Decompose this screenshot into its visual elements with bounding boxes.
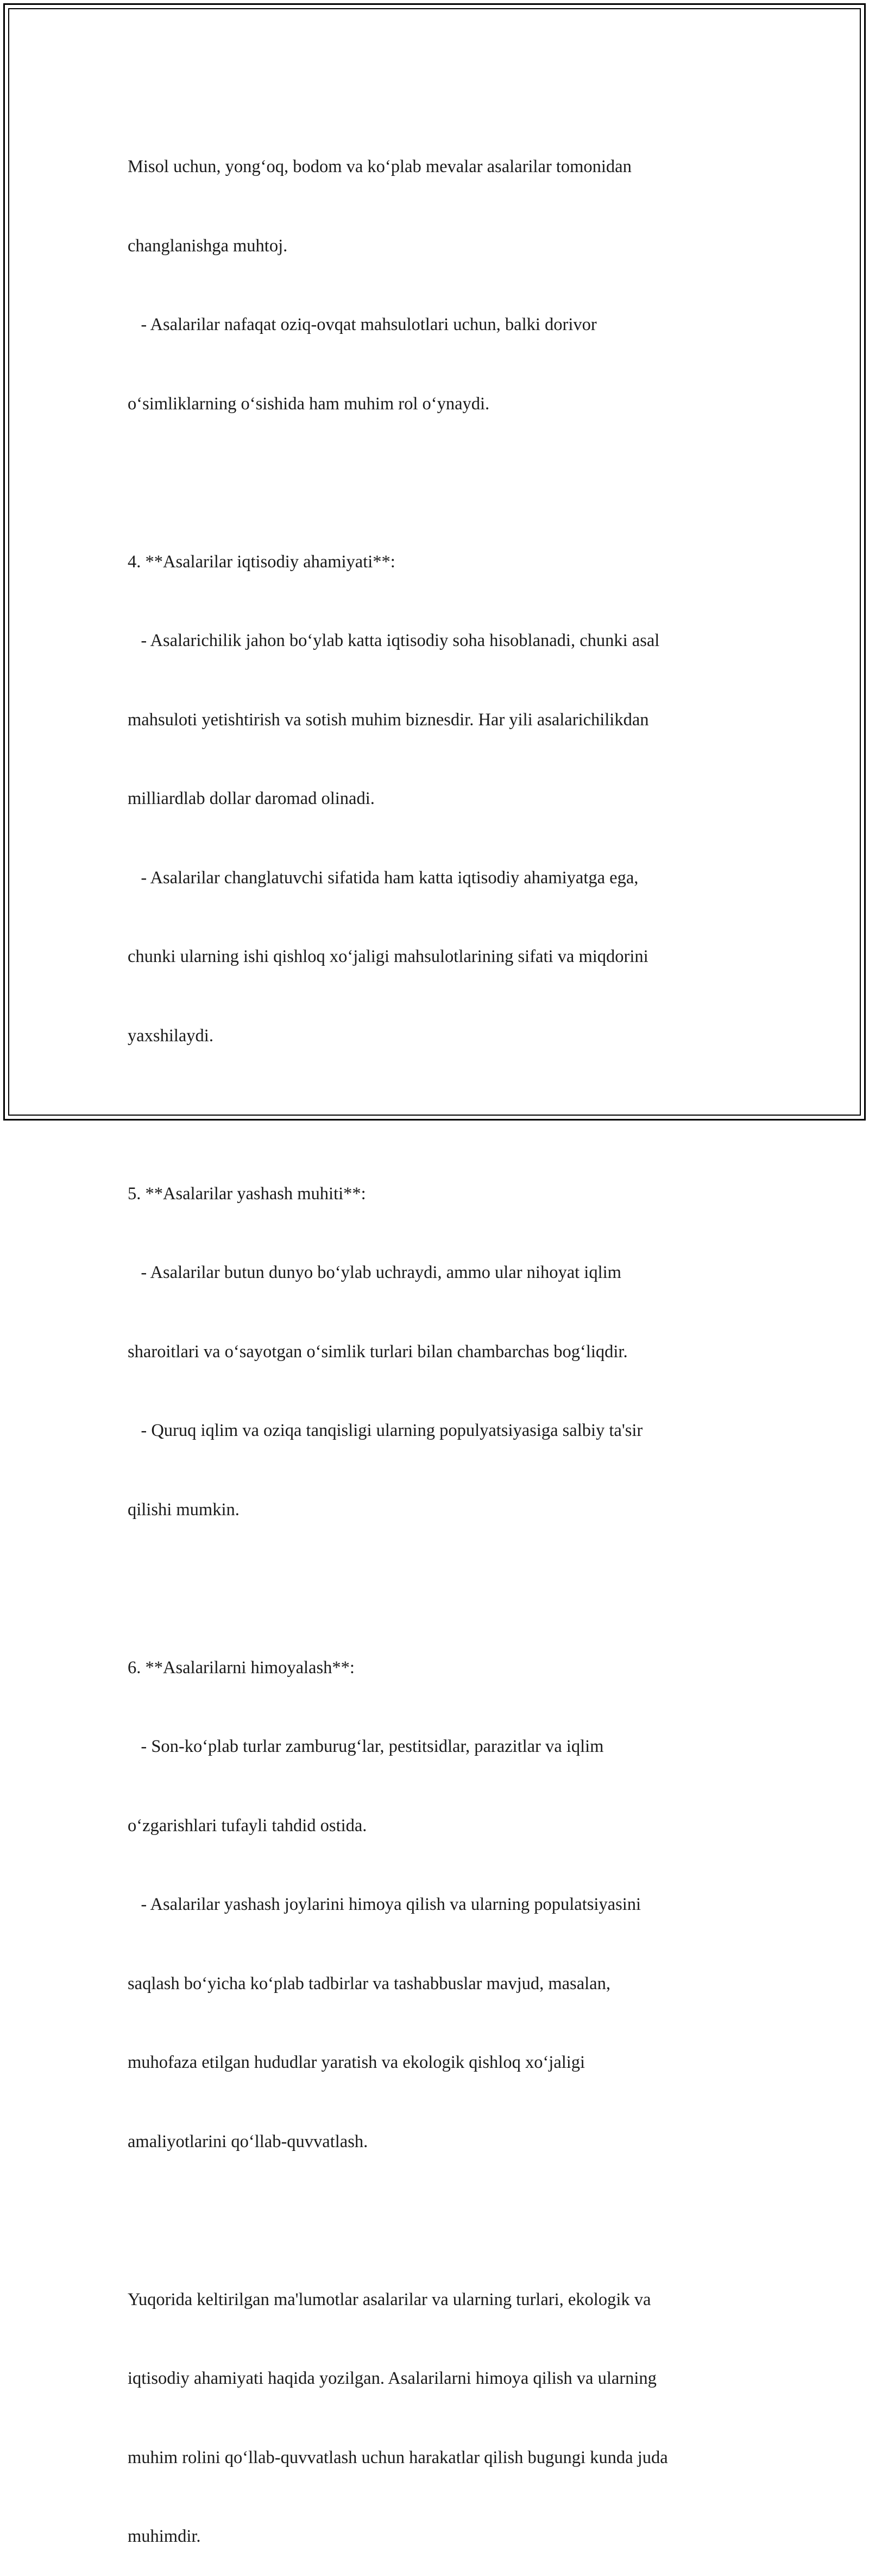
text-line: - Asalarichilik jahon bo‘ylab katta iqtisodiy soha hisoblanadi, chunki asal <box>128 631 660 650</box>
conclusion-line: iqtisodiy ahamiyati haqida yozilgan. Asalarilarni himoya qilish va ularning <box>128 2369 657 2388</box>
text-line: changlanishga muhtoj. <box>128 236 288 256</box>
text-line: o‘zgarishlari tufayli tahdid ostida. <box>128 1815 367 1836</box>
text-line: - Asalarilar yashash joylarini himoya qilish va ularning populatsiyasini <box>128 1895 641 1914</box>
text-line: qilishi mumkin. <box>128 1499 240 1520</box>
section-heading: 6. **Asalarilarni himoyalash**: <box>128 1657 355 1678</box>
text-line: - Asalarilar butun dunyo bo‘ylab uchraydi, ammo ular nihoyat iqlim <box>128 1263 621 1282</box>
text-line: milliardlab dollar daromad olinadi. <box>128 789 375 808</box>
blank-line <box>128 2207 747 2234</box>
text-line: muhofaza etilgan hududlar yaratish va ekologik qishloq xo‘jaligi <box>128 2053 585 2072</box>
text-line: amaliyotlarini qo‘llab-quvvatlash. <box>128 2131 368 2151</box>
document-body <box>128 101 747 2576</box>
text-line: mahsuloti yetishtirish va sotish muhim biznesdir. Har yili asalarichilikdan <box>128 710 649 730</box>
text-line: saqlash bo‘yicha ko‘plab tadbirlar va tashabbuslar mavjud, masalan, <box>128 1973 610 1993</box>
section-heading: 4. **Asalarilar iqtisodiy ahamiyati**: <box>128 552 395 572</box>
text-line: Misol uchun, yong‘oq, bodom va ko‘plab mevalar asalarilar tomonidan <box>128 157 632 176</box>
text-line: o‘simliklarning o‘sishida ham muhim rol o‘ynaydi. <box>128 394 490 414</box>
conclusion-line: Yuqorida keltirilgan ma'lumotlar asalarilar va ularning turlari, ekologik va <box>128 2289 651 2309</box>
section-heading: 5. **Asalarilar yashash muhiti**: <box>128 1183 366 1204</box>
text-line: - Son-ko‘plab turlar zamburug‘lar, pestitsidlar, parazitlar va iqlim <box>128 1737 604 1756</box>
text-line: chunki ularning ishi qishloq xo‘jaligi mahsulotlarining sifati va miqdorini <box>128 947 648 966</box>
conclusion-line: muhimdir. <box>128 2527 201 2546</box>
text-line: - Asalarilar changlatuvchi sifatida ham katta iqtisodiy ahamiyatga ega, <box>128 868 639 888</box>
blank-line <box>128 1575 747 1602</box>
text-line: yaxshilaydi. <box>128 1026 213 1046</box>
blank-line <box>128 1102 747 1128</box>
blank-line <box>128 470 747 496</box>
text-line: - Quruq iqlim va oziqa tanqisligi ularning populyatsiyasiga salbiy ta'sir <box>128 1421 643 1440</box>
text-line: - Asalarilar nafaqat oziq-ovqat mahsulotlari uchun, balki dorivor <box>128 315 597 334</box>
text-line: sharoitlari va o‘sayotgan o‘simlik turlari bilan chambarchas bog‘liqdir. <box>128 1341 628 1362</box>
conclusion-line: muhim rolini qo‘llab-quvvatlash uchun harakatlar qilish bugungi kunda juda <box>128 2447 668 2467</box>
